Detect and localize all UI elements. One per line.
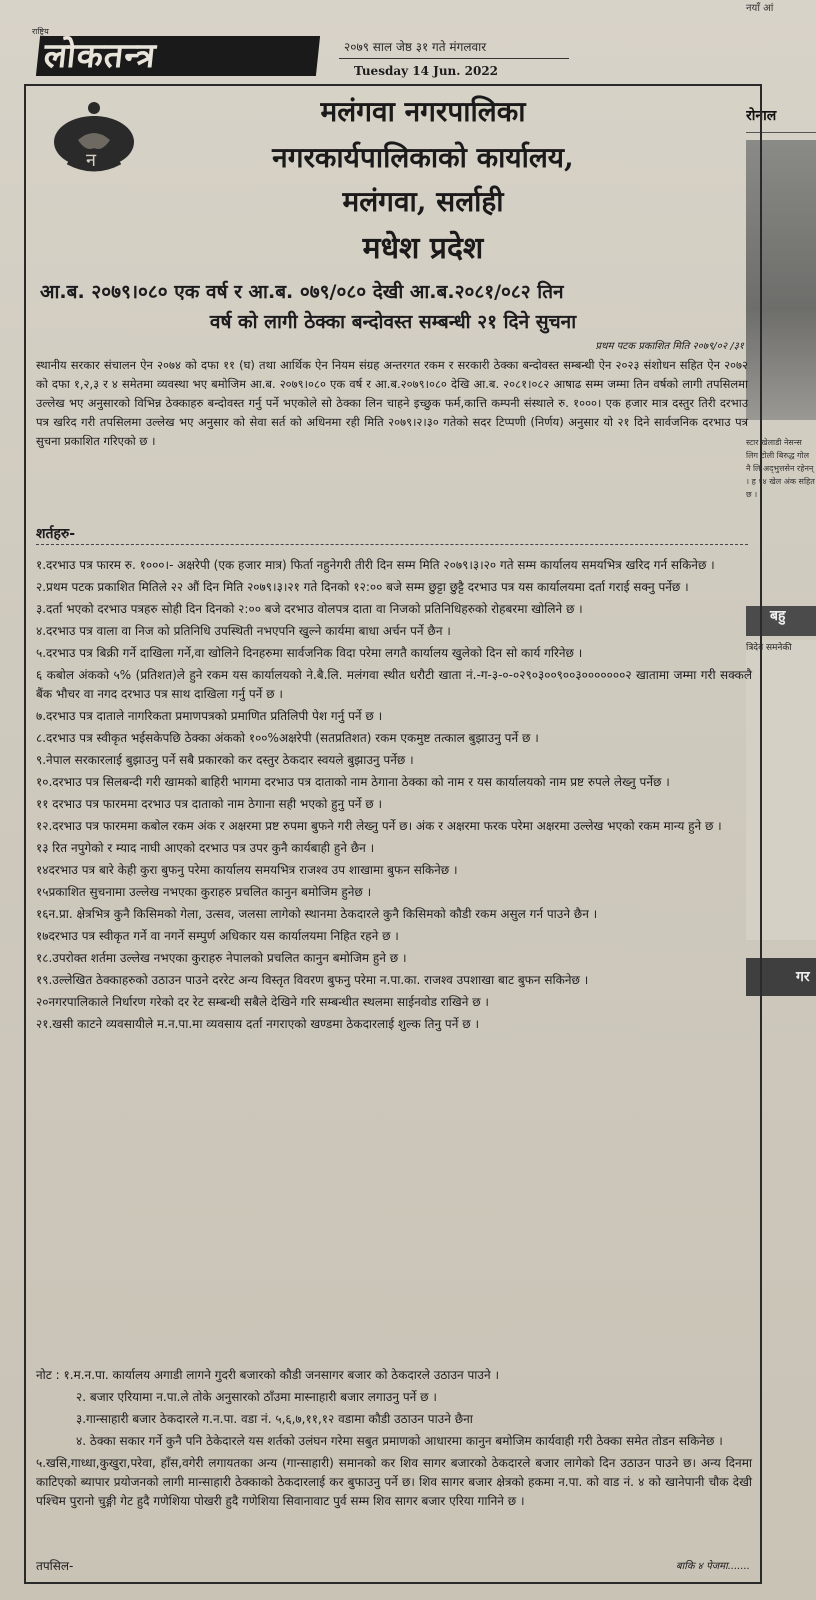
- condition-item: १०.दरभाउ पत्र सिलबन्दी गरी खामको बाहिरी भागमा दरभाउ पत्र दाताको नाम ठेगाना ठेक्का को नाम र यस कार्यालयको नाम प्रष्ट रुपले लेख्नु पर्नेछ ।: [36, 775, 670, 789]
- condition-item: ४.दरभाउ पत्र वाला वा निज को प्रतिनिधि उपस्थिती नभएपनि खुल्ने कार्यमा बाधा अर्चन पर्ने छैन ।: [36, 624, 451, 638]
- condition-item: ८.दरभाउ पत्र स्वीकृत भईसकेपछि ठेक्का अंकको १००%अक्षरेपी (सतप्रतिशत) रकम एकमुष्ट तत्काल बुझाउनु पर्ने छ ।: [36, 731, 539, 745]
- note-item: नोट : १.म.न.पा. कार्यालय अगाडी लागने गुदरी बजारको कौडी जनसागर बजार को ठेकदारले उठाउन पाउने ।: [36, 1368, 499, 1382]
- condition-item: १३ रित नपुगेको र म्याद नाघी आएको दरभाउ पत्र उपर कुनै कार्यबाही हुने छैन ।: [36, 841, 375, 855]
- right-column-band-1: बहु: [746, 606, 816, 636]
- condition-item: १९.उल्लेखित ठेक्काहरुको उठाउन पाउने दररेट अन्य विस्तृत विवरण बुफनु परेमा न.पा.का. राजश्व उपशाखा बाट बुफन सकिनेछ ।: [36, 973, 589, 987]
- condition-item: १६न.प्रा. क्षेत्रभित्र कुनै किसिमको गेला, उत्सव, जलसा लागेको स्थानमा ठेकदारले कुनै किसिमको कौडी रकम असुल गर्न पाउने छैन ।: [36, 907, 598, 921]
- notice-heading-location: मलंगवा, सर्लाही: [342, 185, 504, 218]
- svg-text:न: न: [86, 150, 96, 171]
- masthead-rule: [339, 58, 569, 59]
- right-column-band-2: गर: [746, 958, 816, 996]
- notice-intro-paragraph: स्थानीय सरकार संचालन ऐन २०७४ को दफा ११ (घ) तथा आर्थिक ऐन नियम संग्रह अन्तरगत रकम र सरकारी ठेक्का बन्दोवस्त सम्बन्धी ऐन २०२३ संशोधन सहित ऐन २०७२ को दफा १,२,३ र ४ समेतमा व्यवस्था भए बमोजिम आ.ब. २०७९।०८० एक वर्ष र आ.ब.२०७९।०८० देखि आ.ब. २०८१।०८२ आषाढ सम्म जम्मा तिन वर्षको लागी तपसिलमा उल्लेख भए अनुसारको विभिन्न ठेक्काहरु बन्दोवस्त गर्नु पर्ने भएकोले सो ठेक्का लिन चाहने इच्छुक फर्म,कात्ति कम्पनी संस्थाले रु. १०००। एक हजार मात्र दस्तुर तिरी दरभाउ पत्र खरिद गरी तपसिलमा उल्लेख भए अनुसार को सेवा सर्त को अधिनमा रही मिति २०७९।२।३० गतेको सदर टिप्पणी (निर्णय) अनुसार यो २१ दिने सार्वजनिक दरभाउ पत्र सुचना प्रकाशित गरिएको छ ।: [36, 358, 748, 448]
- publication-date: प्रथम पटक प्रकाशित मिति २०७९/०२ /३१: [595, 341, 744, 352]
- condition-item: ३.दर्ता भएको दरभाउ पत्रहरु सोही दिन दिनको २:०० बजे दरभाउ वोलपत्र दाता वा निजको प्रतिनिधिहरुको रोहबरमा खोलिने छ ।: [36, 602, 583, 616]
- condition-item: १८.उपरोक्त शर्तमा उल्लेख नभएका कुराहरु नेपालको प्रचलित कानुन बमोजिम हुने छ ।: [36, 951, 407, 965]
- condition-item: २.प्रथम पटक प्रकाशित मितिले २२ औं दिन मिति २०७९।३।२१ गते दिनको १२:०० बजे सम्म छुट्टा छुट्टै दरभाउ पत्र यस कार्यालयमा दर्ता गराई सक्नु पर्नेछ ।: [36, 580, 689, 594]
- condition-item: २१.खसी काटने व्यवसायीले म.न.पा.मा व्यवसाय दर्ता नगराएको खण्डमा ठेकदारलाई शुल्क तिनु पर्ने छ ।: [36, 1017, 479, 1031]
- date-english: Tuesday 14 Jun. 2022: [354, 64, 499, 78]
- condition-item: ९.नेपाल सरकारलाई बुझाउनु पर्ने सबै प्रकारको कर दस्तुर ठेकदार स्वयले बुझाउनु पर्नेछ ।: [36, 753, 414, 767]
- condition-item: १२.दरभाउ पत्र फारममा कबोल रकम अंक र अक्षरमा प्रष्ट रुपमा बुफने गरी लेख्नु पर्ने छ। अंक र अक्षरमा फरक परेमा अक्षरमा उल्लेख भएको रकम मान्य हुने छ ।: [36, 819, 722, 833]
- notice-subtitle-line-2: वर्ष को लागी ठेक्का बन्दोवस्त सम्बन्धी २१ दिने सुचना: [209, 311, 577, 333]
- condition-item: ११ दरभाउ पत्र फारममा दरभाउ पत्र दाताको नाम ठेगाना सही भएको हुनु पर्ने छ ।: [36, 797, 383, 811]
- notice-subtitle-line-1: आ.ब. २०७९।०८० एक वर्ष र आ.ब. ०७९/०८० देखी आ.ब.२०८१/०८२ तिन: [40, 281, 564, 303]
- condition-item: १४दरभाउ पत्र बारे केही कुरा बुफनु परेमा कार्यालय समयभित्र राजश्व उप शाखामा बुफन सकिनेछ ।: [36, 863, 458, 877]
- condition-item: १७दरभाउ पत्र स्वीकृत गर्ने वा नगर्ने सम्पुर्ण अधिकार यस कार्यालयमा निहित रहने छ ।: [36, 929, 399, 943]
- masthead-tag: राष्ट्रिय: [32, 27, 49, 36]
- notice-heading-municipality: मलंगवा नगरपालिका: [320, 95, 526, 128]
- tapasil-label: तपसिल-: [36, 1559, 74, 1573]
- note-item: ४. ठेक्का सकार गर्ने कुनै पनि ठेकेदारले यस शर्तको उलंघन गरेमा सबुत प्रमाणको आधारमा कानुन बमोजिम कार्यवाही गरी ठेक्का समेत तोडन सकिनेछ ।: [76, 1434, 723, 1448]
- right-column-top-text: नयाँ आं: [746, 3, 774, 14]
- right-column-mid-text: त्रिदेव समनेकी: [746, 640, 816, 940]
- public-notice: [24, 84, 762, 1584]
- note-item: ३.गान्साहारी बजार ठेकदारले ग.न.पा. वडा नं. ५,६,७,११,१२ वडामा कौडी उठाउन पाउने छैना: [76, 1412, 473, 1426]
- newspaper-logo: लोकतन्त्र: [36, 36, 320, 76]
- conditions-divider: [36, 544, 748, 545]
- condition-item: २०नगरपालिकाले निर्धारण गरेको दर रेट सम्बन्धी सबैले देखिने गरि सम्बन्धीत स्थलमा साईनवोड राखिने छ ।: [36, 995, 489, 1009]
- condition-item: १.दरभाउ पत्र फारम रु. १०००।- अक्षरेपी (एक हजार मात्र) फिर्ता नहुनेगरी तीरी दिन सम्म मिति २०७९।३।२० गते सम्म कार्यालय समयभित्र खरिद गर्न सकिनेछ ।: [36, 558, 715, 572]
- condition-item: ७.दरभाउ पत्र दाताले नागरिकता प्रमाणपत्रको प्रमाणित प्रतिलिपी पेश गर्नु पर्ने छ ।: [36, 709, 383, 723]
- condition-item: ५.दरभाउ पत्र बिक्री गर्ने दाखिला गर्ने,वा खोलिने दिनहरुमा सार्वजनिक विदा परेमा लगतै कार्यालय खुलेको दिन सो कार्य गरिनेछ ।: [36, 646, 583, 660]
- date-nepali: २०७९ साल जेष्ठ ३१ गते मंगलवार: [344, 40, 487, 54]
- conditions-list: [36, 556, 752, 1037]
- notice-heading-office: नगरकार्यपालिकाको कार्यालय,: [272, 141, 574, 174]
- condition-item: ६ कबोल अंकको ५% (प्रतिशत)ले हुने रकम यस कार्यालयको ने.बै.लि. मलंगवा स्थीत धरौटी खाता नं.-ग-३-०-०२९०३००९००३०००००००२ खातामा जम्मा गरी सक्कलै बैंक भौचर वा नगद दरभाउ पत्र साथ दाखिला गर्नु पर्ने छ ।: [36, 668, 752, 701]
- continued-on-page: बाकि ४ पेजमा.......: [675, 1561, 750, 1572]
- conditions-heading: शर्तहरु-: [36, 526, 76, 542]
- note-item: २. बजार एरियामा न.पा.ले तोके अनुसारको ठाँउमा मास्नाहारी बजार लगाउनु पर्ने छ ।: [76, 1390, 437, 1404]
- notes-list: [36, 1366, 752, 1514]
- masthead: [24, 27, 764, 80]
- right-column-article-text: स्टार खेलाडी नेसन्स लिग टोली बिरुद्ध गोल नै लि अद्‌भुत्तसेन रहेनन् । ह १४ खेल अंक सहित छ ।: [746, 438, 815, 499]
- notice-heading-province: मधेश प्रदेश: [362, 231, 484, 266]
- right-column-heading: रोनाल: [746, 106, 816, 133]
- condition-item: १५प्रकाशित सुचनामा उल्लेख नभएका कुराहरु प्रचलित कानुन बमोजिम हुनेछ ।: [36, 885, 372, 899]
- note-item: ५.खसि,गाध्धा,कुखुरा,परेवा, हाँस,वगेरी लगायतका अन्य (गान्साहारी) समानको कर शिव सागर बजारको ठेकदारले बजार लागेको दिन उठाउन पाउने छ। अन्य दिनमा काटिएको ब्यापार प्रयोजनको लागी मान्साहारी ठेक्काको ठेकदारलाई कर बुफाउनु पर्ने छ। शिव सागर बजार क्षेत्रको हकमा न.पा. को वाड नं. ४ को खानेपानी चौक देखी पश्चिम पुरानो चुङ्गी गेट हुदै गणेशिया पोखरी हुदै गणेशिया सिवानावाट पुर्व सम्म शिव सागर बजार एरिया गानिने छ ।: [36, 1456, 752, 1508]
